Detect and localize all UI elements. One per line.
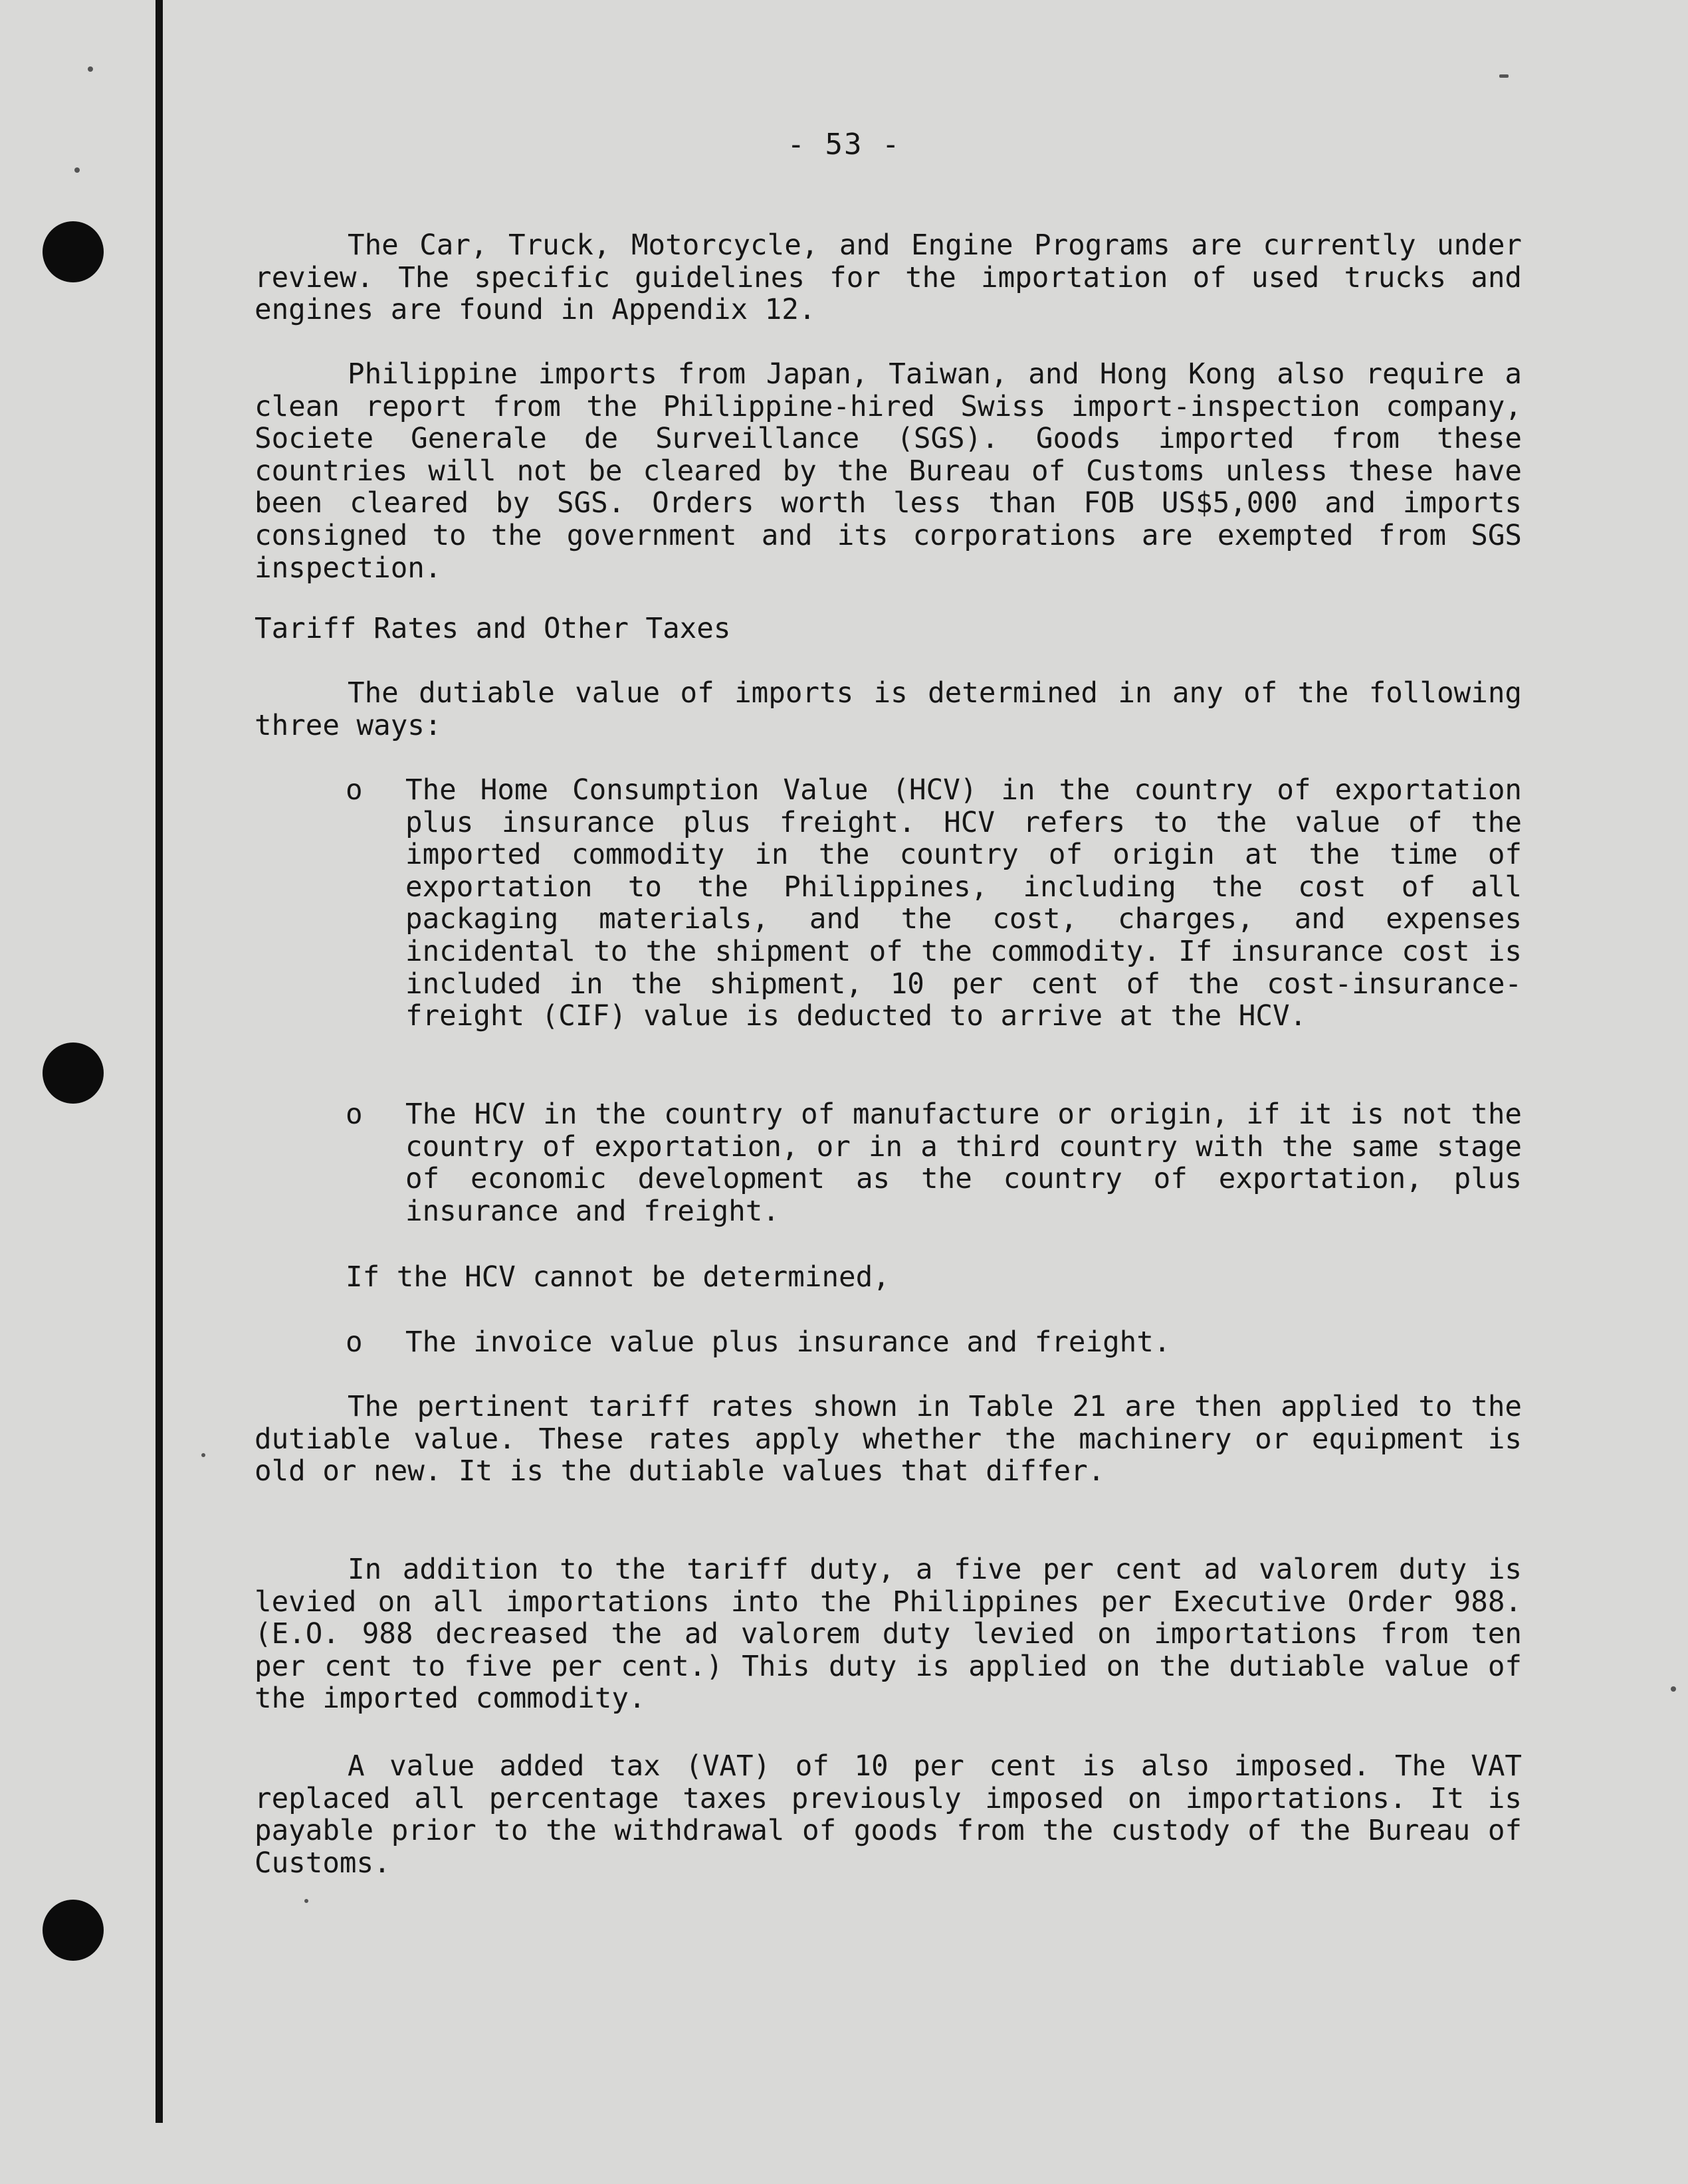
paragraph-dutiable-value: The dutiable value of imports is determined in any of the following three ways:	[255, 677, 1522, 742]
punch-hole-middle	[43, 1042, 104, 1104]
scan-speck	[1499, 74, 1509, 78]
bullet-marker: o	[346, 1326, 363, 1359]
bullet-marker: o	[346, 1098, 363, 1131]
bullet-hcv-manufacture-origin: The HCV in the country of manufacture or origin, if it is not the country of exportation, or in a third country with the same stage of economic development as the country of exportation, plus insurance and freight.	[405, 1098, 1522, 1228]
text-if-hcv-undetermined: If the HCV cannot be determined,	[346, 1261, 890, 1294]
section-heading-tariff: Tariff Rates and Other Taxes	[255, 613, 731, 645]
paragraph-tariff-rates: The pertinent tariff rates shown in Table 21 are then applied to the dutiable value. These rates apply whether the machinery or equipment is old or new. It is the dutiable values that differ.	[255, 1391, 1522, 1488]
scan-speck	[88, 66, 93, 72]
scan-speck	[201, 1453, 205, 1457]
paragraph-ad-valorem-duty: In addition to the tariff duty, a five per cent ad valorem duty is levied on all importations into the Philippines per Executive Order 988. (E.O. 988 decreased the ad valorem duty levied on importations from ten per cent to five per cent.) This duty is applied on the dutiable value of the imported commodity.	[255, 1553, 1522, 1716]
bullet-home-consumption-value: The Home Consumption Value (HCV) in the country of exportation plus insurance plus freight. HCV refers to the value of the imported commodity in the country of origin at the time of exportation to the Philippines, including the cost of all packaging materials, and the cost, charges, and expenses incidental to the shipment of the commodity. If insurance cost is included in the shipment, 10 per cent of the cost-insurance-freight (CIF) value is deducted to arrive at the HCV.	[405, 774, 1522, 1033]
punch-hole-top	[43, 221, 104, 282]
scan-speck	[304, 1899, 308, 1903]
paragraph-programs: The Car, Truck, Motorcycle, and Engine Programs are currently under review. The specific guidelines for the importation of used trucks and engines are found in Appendix 12.	[255, 229, 1522, 327]
binder-margin-line	[156, 0, 163, 2123]
bullet-marker: o	[346, 774, 363, 807]
paragraph-sgs-inspection: Philippine imports from Japan, Taiwan, and Hong Kong also require a clean report from the Philippine-hired Swiss import-inspection company, Societe Generale de Surveillance (SGS). Goods imported from these countries will not be cleared by the Bureau of Customs unless these have been cleared by SGS. Orders worth less than FOB US$5,000 and imports consigned to the government and its corporations are exempted from SGS inspection.	[255, 358, 1522, 585]
page-number: - 53 -	[787, 128, 901, 161]
paragraph-value-added-tax: A value added tax (VAT) of 10 per cent is also imposed. The VAT replaced all percentage taxes previously imposed on importations. It is payable prior to the withdrawal of goods from the custody of the Bureau of Customs.	[255, 1750, 1522, 1880]
scan-speck	[1671, 1686, 1676, 1692]
scan-speck	[74, 167, 80, 173]
bullet-invoice-value: The invoice value plus insurance and freight.	[405, 1326, 1171, 1359]
punch-hole-bottom	[43, 1900, 104, 1961]
